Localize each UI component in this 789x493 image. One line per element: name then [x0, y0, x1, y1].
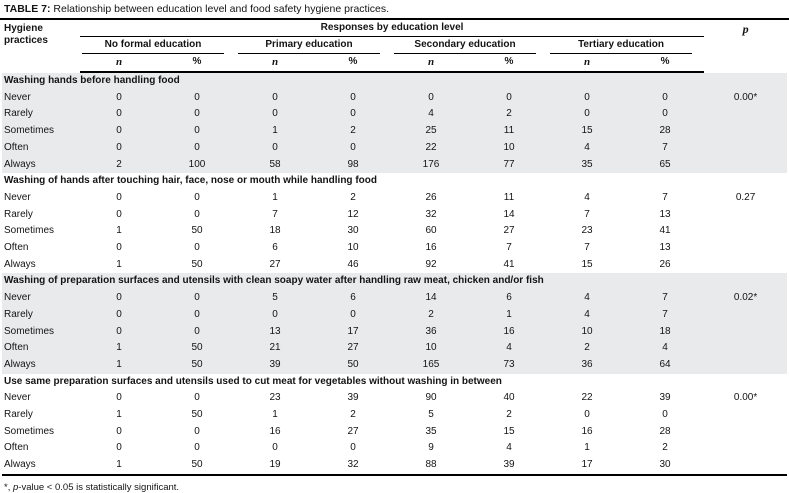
percent-cell: 1: [470, 307, 548, 324]
section-heading: Washing of hands after touching hair, face, nose or mouth while handling food: [4, 175, 377, 187]
count-cell: 0: [116, 425, 122, 437]
percent-cell: 4: [470, 340, 548, 357]
table-body: [2, 72, 787, 475]
count-cell: 0: [236, 90, 314, 107]
percent-cell: 7: [626, 290, 704, 307]
count-cell: 4: [548, 290, 626, 307]
percent-cell: 39: [659, 392, 671, 404]
practice-label: Never: [4, 191, 31, 203]
percent-cell: 0: [158, 307, 236, 324]
count-cell: 1: [272, 409, 278, 421]
percent-cell: 0: [314, 90, 392, 107]
table-row: [2, 357, 787, 374]
percent-cell: 0: [194, 392, 200, 404]
percent-cell: 27: [314, 340, 392, 357]
count-cell: 1: [272, 191, 278, 203]
practice-label: Often: [2, 340, 80, 357]
column-header-p: p: [742, 22, 749, 36]
p-value-cell: [704, 440, 787, 457]
count-cell: 4: [548, 307, 626, 324]
table-row: [2, 257, 787, 274]
practice-label: Rarely: [2, 307, 80, 324]
table-row: [2, 90, 787, 107]
percent-cell: 0: [158, 290, 236, 307]
count-cell: 23: [269, 392, 281, 404]
p-value-cell: [704, 240, 787, 257]
percent-cell: 12: [347, 208, 359, 220]
count-cell: 25: [392, 123, 470, 140]
count-cell: 1: [116, 225, 122, 237]
percent-cell: 30: [347, 225, 359, 237]
section-row: [2, 173, 787, 190]
percent-cell: 0: [470, 90, 548, 107]
practice-label: Often: [4, 242, 29, 254]
table-caption: Relationship between education level and food safety hygiene practices.: [50, 3, 390, 15]
count-cell: 10: [392, 340, 470, 357]
table-row: [2, 106, 787, 123]
percent-header: %: [626, 54, 704, 72]
n-header: n: [548, 54, 626, 72]
percent-header: %: [470, 54, 548, 72]
group-header-primary-education: Primary education: [236, 37, 392, 54]
percent-cell: 41: [659, 225, 671, 237]
p-value-cell: [704, 207, 787, 224]
count-cell: 90: [425, 392, 437, 404]
count-cell: 16: [581, 425, 593, 437]
count-cell: 15: [581, 258, 593, 270]
p-value-cell: [704, 140, 787, 157]
table-footnote: [0, 476, 789, 493]
percent-cell: 0: [158, 140, 236, 157]
table-row: [2, 207, 787, 224]
practice-label: Always: [4, 258, 36, 270]
practice-label: Sometimes: [2, 123, 80, 140]
percent-cell: 73: [470, 357, 548, 374]
practice-label: Rarely: [4, 208, 33, 220]
percent-cell: 50: [158, 340, 236, 357]
percent-cell: 26: [659, 258, 671, 270]
count-cell: 4: [392, 106, 470, 123]
count-cell: 35: [425, 425, 437, 437]
section-row: [2, 374, 787, 391]
percent-cell: 6: [314, 290, 392, 307]
count-cell: 9: [428, 442, 434, 454]
count-cell: 1: [80, 457, 158, 475]
count-cell: 32: [425, 208, 437, 220]
table-row: [2, 240, 787, 257]
percent-cell: 98: [314, 157, 392, 174]
practice-label: Rarely: [4, 409, 33, 421]
percent-cell: 0: [626, 106, 704, 123]
p-value-cell: [704, 357, 787, 374]
header-row-groups: [2, 37, 787, 54]
count-cell: 6: [272, 242, 278, 254]
group-header-secondary-education: Secondary education: [392, 37, 548, 54]
practice-label: Always: [2, 457, 80, 475]
n-header: n: [80, 54, 158, 72]
p-value-cell: [704, 407, 787, 424]
p-value-cell: [704, 307, 787, 324]
count-cell: 0: [116, 208, 122, 220]
practice-label: Often: [2, 140, 80, 157]
percent-cell: 11: [503, 191, 515, 203]
group-header-no-formal-education: No formal education: [80, 37, 236, 54]
table-row: [2, 157, 787, 174]
count-cell: 7: [272, 208, 278, 220]
p-value-cell: [704, 324, 787, 341]
count-cell: 22: [581, 392, 593, 404]
practice-label: Always: [2, 157, 80, 174]
count-cell: 39: [236, 357, 314, 374]
table-header: [2, 20, 787, 72]
count-cell: 21: [236, 340, 314, 357]
percent-header: %: [314, 54, 392, 72]
percent-cell: 4: [626, 340, 704, 357]
practice-label: Never: [2, 290, 80, 307]
table-row: [2, 340, 787, 357]
practice-label: Sometimes: [4, 225, 55, 237]
count-cell: 0: [116, 191, 122, 203]
percent-cell: 46: [347, 258, 359, 270]
column-header-responses: [80, 20, 704, 37]
count-cell: 7: [584, 208, 590, 220]
count-cell: 1: [116, 258, 122, 270]
section-heading: Washing hands before handling food: [2, 72, 787, 90]
percent-cell: 13: [659, 208, 671, 220]
n-header: n: [392, 54, 470, 72]
table-title: [0, 0, 789, 20]
section-row: [2, 72, 787, 90]
practice-label: Sometimes: [4, 425, 55, 437]
practice-label: Rarely: [2, 106, 80, 123]
footnote-text: -value < 0.05 is statistically significant.: [18, 481, 180, 493]
p-value-cell: 0.00*: [704, 90, 787, 107]
percent-cell: 2: [470, 106, 548, 123]
percent-cell: 50: [191, 409, 203, 421]
count-cell: 17: [548, 457, 626, 475]
percent-cell: 100: [158, 157, 236, 174]
count-cell: 0: [80, 307, 158, 324]
count-cell: 165: [392, 357, 470, 374]
percent-cell: 27: [347, 425, 359, 437]
percent-cell: 11: [470, 123, 548, 140]
count-cell: 10: [548, 324, 626, 341]
percent-cell: 0: [194, 442, 200, 454]
table-number: TABLE 7:: [4, 3, 51, 15]
percent-cell: 7: [506, 242, 512, 254]
percent-cell: 13: [659, 242, 671, 254]
section-heading: Washing of preparation surfaces and utensils with clean soapy water after handling raw meat, chicken and/or fish: [2, 273, 787, 290]
percent-cell: 39: [470, 457, 548, 475]
footnote-marker: *,: [4, 481, 13, 493]
count-cell: 60: [425, 225, 437, 237]
table-row: [2, 190, 787, 207]
count-cell: 0: [116, 242, 122, 254]
count-cell: 0: [236, 307, 314, 324]
count-cell: 1: [584, 442, 590, 454]
percent-cell: 30: [626, 457, 704, 475]
p-value-cell: 0.02*: [704, 290, 787, 307]
count-cell: 19: [236, 457, 314, 475]
percent-cell: 27: [503, 225, 515, 237]
percent-cell: 0: [158, 90, 236, 107]
percent-cell: 50: [191, 225, 203, 237]
percent-cell: 0: [194, 425, 200, 437]
count-cell: 58: [236, 157, 314, 174]
percent-cell: 28: [659, 425, 671, 437]
percent-cell: 16: [470, 324, 548, 341]
count-cell: 1: [80, 357, 158, 374]
header-row-top: [2, 20, 787, 37]
percent-cell: 65: [626, 157, 704, 174]
count-cell: 22: [392, 140, 470, 157]
percent-cell: 32: [314, 457, 392, 475]
count-cell: 1: [80, 340, 158, 357]
count-cell: 0: [116, 442, 122, 454]
count-cell: 18: [269, 225, 281, 237]
practice-label: Often: [4, 442, 29, 454]
count-cell: 92: [425, 258, 437, 270]
data-table: [2, 20, 787, 476]
count-cell: 0: [584, 409, 590, 421]
p-value-cell: [704, 157, 787, 174]
table-row: [2, 324, 787, 341]
percent-cell: 2: [350, 409, 356, 421]
percent-cell: 50: [314, 357, 392, 374]
count-cell: 88: [392, 457, 470, 475]
p-value-cell: [704, 424, 787, 441]
count-cell: 14: [392, 290, 470, 307]
percent-cell: 0: [158, 123, 236, 140]
percent-cell: 7: [626, 140, 704, 157]
table-row: [2, 407, 787, 424]
count-cell: 7: [584, 242, 590, 254]
p-value-cell: 0.00*: [733, 392, 758, 404]
percent-cell: 17: [314, 324, 392, 341]
table-row: [2, 424, 787, 441]
count-cell: 16: [425, 242, 437, 254]
p-value-cell: [704, 340, 787, 357]
section-row: [2, 273, 787, 290]
count-cell: 176: [392, 157, 470, 174]
practice-label: Sometimes: [2, 324, 80, 341]
p-value-cell: [704, 223, 787, 240]
percent-cell: 0: [194, 208, 200, 220]
count-cell: 5: [428, 409, 434, 421]
practice-label: Never: [2, 90, 80, 107]
count-cell: 23: [581, 225, 593, 237]
count-cell: 2: [392, 307, 470, 324]
percent-cell: 0: [314, 140, 392, 157]
percent-cell: 4: [506, 442, 512, 454]
count-cell: 4: [584, 191, 590, 203]
percent-cell: 0: [194, 191, 200, 203]
percent-cell: 0: [158, 106, 236, 123]
percent-cell: 2: [506, 409, 512, 421]
count-cell: 0: [80, 123, 158, 140]
table-row: [2, 457, 787, 475]
percent-cell: 50: [158, 457, 236, 475]
percent-cell: 40: [503, 392, 515, 404]
table-row: [2, 123, 787, 140]
percent-cell: 50: [158, 357, 236, 374]
percent-cell: 0: [314, 307, 392, 324]
percent-cell: 2: [350, 191, 356, 203]
p-value-cell: [704, 123, 787, 140]
count-cell: 1: [236, 123, 314, 140]
percent-cell: 0: [158, 324, 236, 341]
percent-cell: 7: [626, 307, 704, 324]
percent-cell: 0: [350, 442, 356, 454]
table-row: [2, 290, 787, 307]
p-value-cell: 0.27: [735, 191, 756, 203]
count-cell: 0: [548, 90, 626, 107]
percent-cell: 0: [626, 90, 704, 107]
count-cell: 27: [269, 258, 281, 270]
percent-cell: 6: [470, 290, 548, 307]
percent-cell: 0: [662, 409, 668, 421]
percent-cell: 39: [347, 392, 359, 404]
count-cell: 2: [548, 340, 626, 357]
column-header-hygiene-practices: Hygiene practices: [4, 23, 48, 46]
percent-cell: 0: [314, 106, 392, 123]
p-value-cell: [704, 106, 787, 123]
count-cell: 0: [80, 324, 158, 341]
footnote-p-term: p: [12, 481, 19, 493]
p-value-cell: [704, 457, 787, 475]
percent-cell: 41: [503, 258, 515, 270]
percent-cell: 2: [662, 442, 668, 454]
percent-cell: 77: [470, 157, 548, 174]
count-cell: 26: [425, 191, 437, 203]
count-cell: 0: [80, 106, 158, 123]
count-cell: 4: [548, 140, 626, 157]
percent-cell: 10: [347, 242, 359, 254]
percent-cell: 14: [503, 208, 515, 220]
practice-label: Never: [4, 392, 31, 404]
count-cell: 0: [80, 140, 158, 157]
percent-cell: 10: [470, 140, 548, 157]
count-cell: 0: [80, 90, 158, 107]
count-cell: 5: [236, 290, 314, 307]
count-cell: 0: [116, 392, 122, 404]
section-heading: Use same preparation surfaces and utensils used to cut meat for vegetables without washing in between: [4, 375, 502, 387]
count-cell: 1: [116, 409, 122, 421]
percent-cell: 28: [626, 123, 704, 140]
percent-cell: 64: [626, 357, 704, 374]
percent-cell: 50: [191, 258, 203, 270]
count-cell: 35: [548, 157, 626, 174]
header-row-n-percent: [2, 54, 787, 72]
percent-cell: 2: [314, 123, 392, 140]
group-header-tertiary-education: Tertiary education: [548, 37, 704, 54]
percent-cell: 18: [626, 324, 704, 341]
table-row: [2, 307, 787, 324]
count-cell: 15: [548, 123, 626, 140]
count-cell: 36: [392, 324, 470, 341]
count-cell: 0: [80, 290, 158, 307]
count-cell: 2: [80, 157, 158, 174]
percent-cell: 7: [662, 191, 668, 203]
percent-header: %: [158, 54, 236, 72]
practice-label: Always: [2, 357, 80, 374]
table-row: [2, 223, 787, 240]
table-row: [2, 390, 787, 407]
count-cell: 16: [269, 425, 281, 437]
table-row: [2, 440, 787, 457]
count-cell: 0: [548, 106, 626, 123]
count-cell: 36: [548, 357, 626, 374]
table-row: [2, 140, 787, 157]
percent-cell: 0: [194, 242, 200, 254]
count-cell: 0: [272, 442, 278, 454]
count-cell: 13: [236, 324, 314, 341]
responses-span-label: Responses by education level: [80, 22, 704, 37]
p-value-cell: [704, 257, 787, 274]
count-cell: 0: [392, 90, 470, 107]
n-header: n: [236, 54, 314, 72]
count-cell: 0: [236, 106, 314, 123]
count-cell: 0: [236, 140, 314, 157]
percent-cell: 15: [503, 425, 515, 437]
